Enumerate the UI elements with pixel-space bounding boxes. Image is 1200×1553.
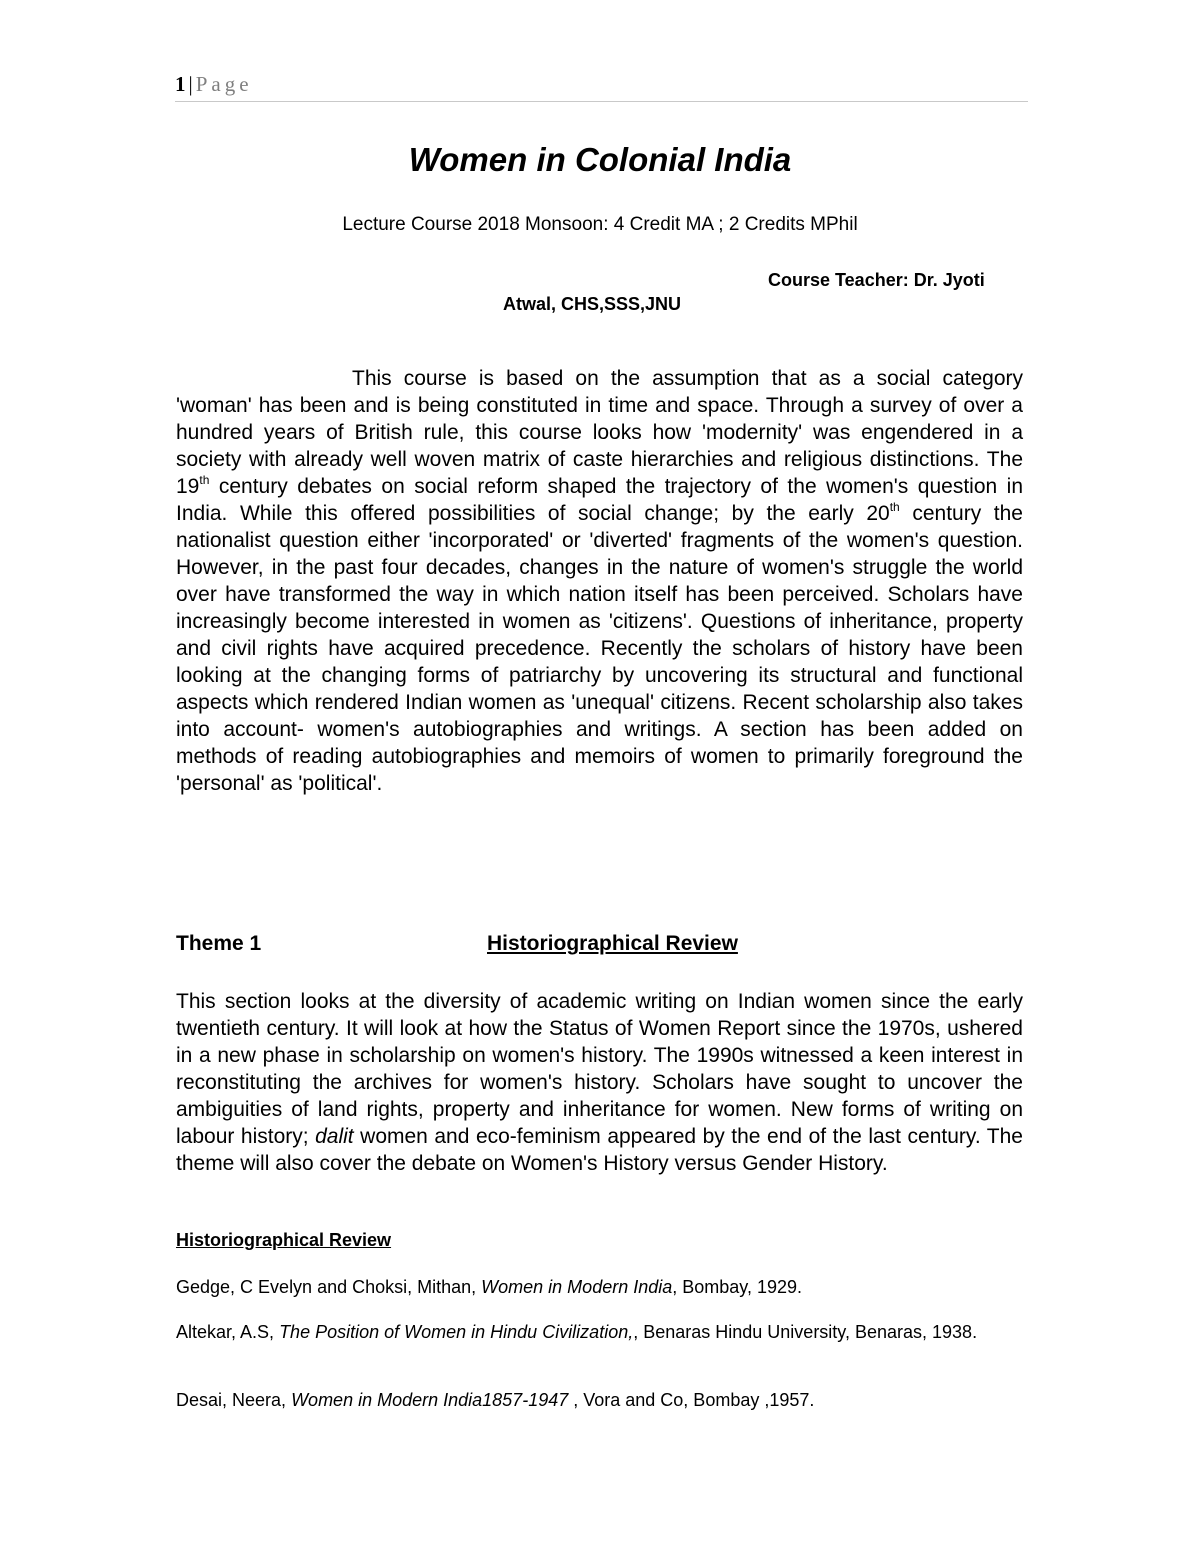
page-word: Page <box>195 72 253 96</box>
reference-item <box>176 1321 1023 1344</box>
intro-paragraph <box>176 365 1023 797</box>
course-teacher-line-1: Course Teacher: Dr. Jyoti <box>768 270 985 290</box>
course-teacher-line-2: Atwal, CHS,SSS,JNU <box>503 294 682 314</box>
reference-author: Desai, Neera, <box>176 1390 292 1410</box>
reference-item <box>176 1389 1023 1412</box>
intro-superscript-1: th <box>199 473 210 487</box>
theme-heading-row <box>176 932 1023 956</box>
theme-label: Theme 1 <box>176 932 262 955</box>
intro-text-1: This course is based on the assumption that as a social category 'woman' has been and is being constituted in time and space. Through a survey of over a hundred years of British rule, this course looks how 'modernity' was engendered in a society with already well woven matrix of caste hierarchies and religious distinctions. The 19 <box>176 367 1023 498</box>
reference-author: Gedge, C Evelyn and Choksi, Mithan, <box>176 1277 482 1297</box>
reference-item <box>176 1276 1023 1299</box>
reference-details: , Benaras Hindu University, Benaras, 1938. <box>633 1322 978 1342</box>
reference-details: , Bombay, 1929. <box>672 1277 802 1297</box>
section-subheading: Historiographical Review <box>176 1230 392 1250</box>
theme-desc-italic: dalit <box>315 1125 354 1148</box>
page-header <box>175 72 1028 102</box>
reference-details: , Vora and Co, Bombay ,1957. <box>568 1390 815 1410</box>
course-subtitle: Lecture Course 2018 Monsoon: 4 Credit MA ; 2 Credits MPhil <box>342 214 858 235</box>
page-separator: | <box>188 72 193 96</box>
theme-description <box>176 988 1023 1177</box>
reference-title: Women in Modern India <box>481 1277 673 1297</box>
theme-desc-text-2: women and eco-feminism appeared by the end of the last century. The theme will also cover the debate on Women's History versus Gender History. <box>176 1125 1023 1175</box>
reference-author: Altekar, A.S, <box>176 1322 280 1342</box>
document-title: Women in Colonial India <box>408 141 792 178</box>
reference-title: Women in Modern India1857-1947 <box>291 1390 569 1410</box>
intro-text-3: century the nationalist question either 'incorporated' or 'diverted' fragments of the women's question. However, in the past four decades, changes in the nature of women's struggle the world over have transformed the way in which nation itself has been perceived. Scholars have increasingly become interested in women as 'citizens'. Questions of inheritance, property and civil rights have acquired precedence. Recently the scholars of history have been looking at the changing forms of patriarchy by uncovering its structural and functional aspects which rendered Indian women as 'unequal' citizens. Recent scholarship also takes into account- women's autobiographies and writings. A section has been added on methods of reading autobiographies and memoirs of women to primarily foreground the 'personal' as 'political'. <box>176 502 1023 795</box>
intro-superscript-2: th <box>889 500 900 514</box>
reference-title: The Position of Women in Hindu Civilization, <box>279 1322 634 1342</box>
theme-title: Historiographical Review <box>487 932 738 955</box>
theme-desc-text-1: This section looks at the diversity of academic writing on Indian women since the early twentieth century. It will look at how the Status of Women Report since the 1970s, ushered in a new phase in scholarship on women's history. The 1990s witnessed a keen interest in reconstituting the archives for women's history. Scholars have sought to uncover the ambiguities of land rights, property and inheritance for women. New forms of writing on labour history; <box>176 990 1023 1148</box>
page-number: 1 <box>175 72 186 96</box>
intro-text-2: century debates on social reform shaped the trajectory of the women's question in India. While this offered possibilities of social change; by the early 20 <box>176 475 1023 525</box>
